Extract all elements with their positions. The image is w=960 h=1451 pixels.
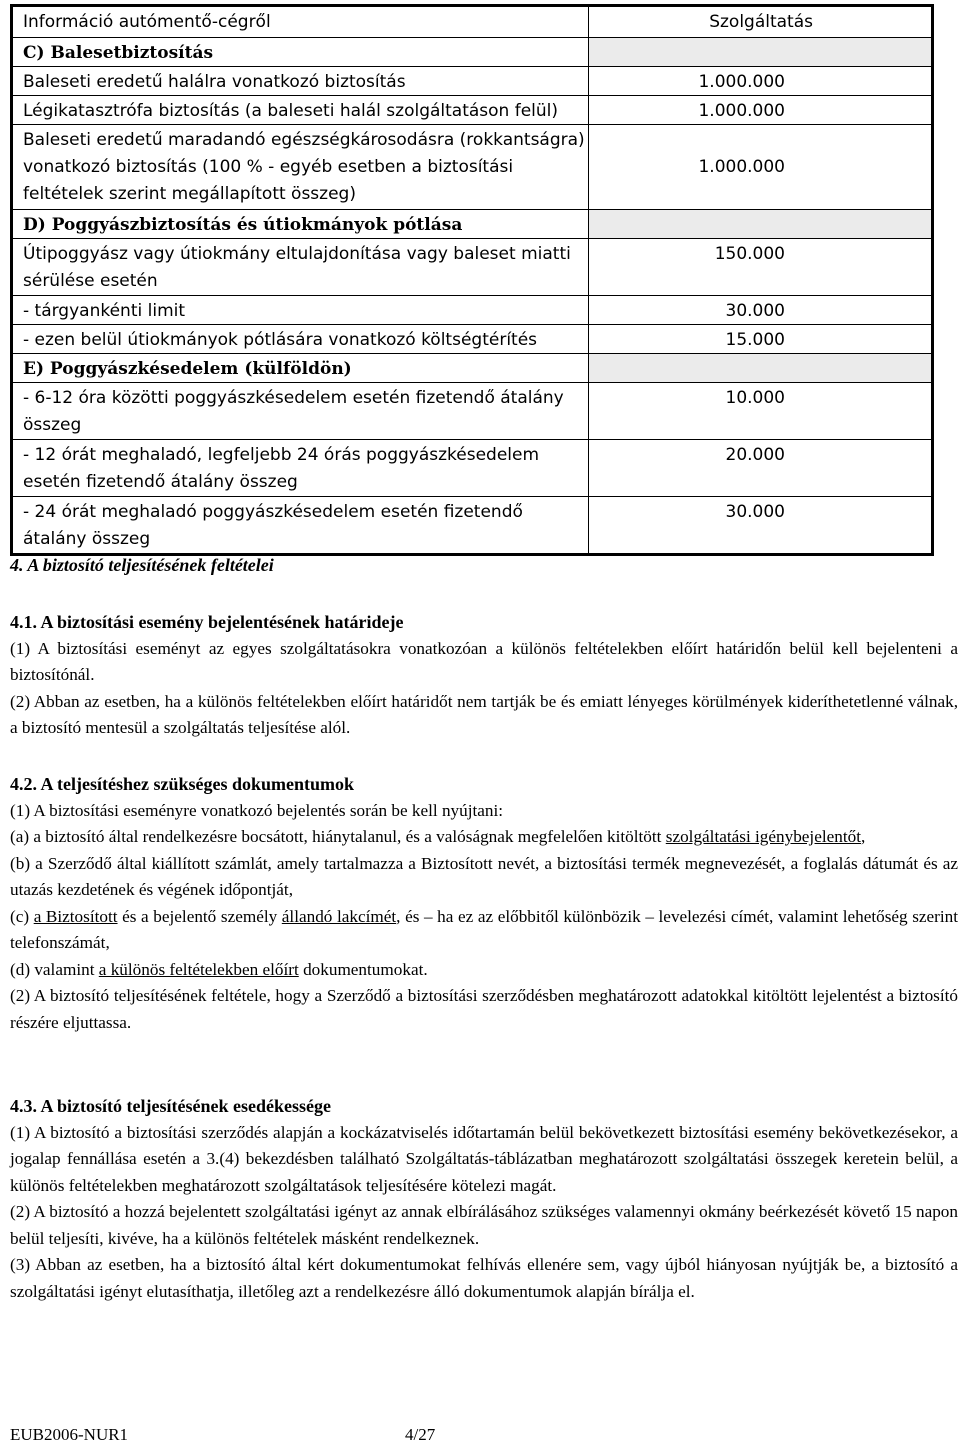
table-row-value: 10.000 bbox=[725, 388, 785, 408]
subsection-heading: 4.2. A teljesítéshez szükséges dokumentumok bbox=[10, 774, 355, 794]
list-item-text: (c) bbox=[10, 906, 34, 926]
table-section-label: D) Poggyászbiztosítás és útiokmányok pótlása bbox=[13, 210, 589, 238]
list-item bbox=[10, 904, 958, 957]
list-item-text: dokumentumokat. bbox=[298, 959, 428, 979]
table-row-value: 20.000 bbox=[725, 445, 785, 465]
table-row bbox=[13, 439, 931, 496]
table-row bbox=[13, 238, 931, 295]
table-row-value: 1.000.000 bbox=[698, 156, 785, 177]
table-row-value: 1.000.000 bbox=[698, 101, 785, 121]
table-cell-empty bbox=[589, 354, 931, 382]
table-row-label: Baleseti eredetű halálra vonatkozó biztosítás bbox=[13, 67, 589, 95]
paragraph: (1) A biztosítási eseményre vonatkozó bejelentés során be kell nyújtani: bbox=[10, 800, 504, 820]
section-4-3 bbox=[10, 1093, 958, 1305]
table-row bbox=[13, 209, 931, 238]
list-item-text: és a bejelentő személy bbox=[117, 906, 282, 926]
paragraph: (1) A biztosító a biztosítási szerződés alapján a kockázatviselés időtartamán belül bekövetkezett biztosítási esemény bekövetkezésekor, a jogalap fennállása esetén a 3.(4) bekezdésben található Szolgáltatás-táblázatban meghatározott szolgáltatási összegek keretein belül, a különös feltételekben meghatározott szolgáltatások teljesítésére kötelezi magát. bbox=[10, 1122, 958, 1195]
table-section-label: C) Balesetbiztosítás bbox=[13, 38, 589, 66]
table-row-label: - ezen belül útiokmányok pótlására vonatkozó költségtérítés bbox=[13, 325, 589, 353]
underlined-text: állandó lakcímét bbox=[281, 906, 397, 926]
table-row bbox=[13, 95, 931, 124]
list-item bbox=[10, 957, 958, 984]
paragraph: (2) A biztosító teljesítésének feltétele, hogy a Szerződő a biztosítási szerződésben meghatározott adatokkal kitöltött lejelentést a biztosító részére eljuttassa. bbox=[10, 986, 958, 1032]
table-row bbox=[13, 124, 931, 209]
list-item bbox=[10, 824, 958, 851]
table-row bbox=[13, 496, 931, 553]
table-row-label: Baleseti eredetű maradandó egészségkárosodásra (rokkantságra) vonatkozó biztosítás (100 % - egyéb esetben a biztosítási feltételek szerint megállapított összeg) bbox=[13, 125, 589, 209]
underlined-text: a különös feltételekben előírt bbox=[98, 959, 299, 979]
table-row-value: 1.000.000 bbox=[698, 72, 785, 92]
underlined-text: szolgáltatási igénybejelentőt bbox=[665, 827, 861, 846]
list-item-text: (d) valamint bbox=[10, 959, 99, 979]
table-header-row bbox=[13, 7, 931, 37]
table-row-value: 30.000 bbox=[725, 502, 785, 522]
list-item-text: (a) a biztosító által rendelkezésre bocsátott, hiánytalanul, és a valóságnak megfelelően kitöltött bbox=[10, 827, 666, 846]
paragraph: (2) Abban az esetben, ha a különös feltételekben előírt határidőt nem tartják be és emiatt lényeges körülmények kideríthetetlenné válnak, a biztosító mentesül a szolgáltatás teljesítése alól. bbox=[10, 691, 958, 737]
table-row bbox=[13, 324, 931, 353]
list-item-text: , és – ha ez az előbbitől különbözik – levelezési címét, valamint lehetőség szerint telefonszámát, bbox=[10, 906, 959, 952]
table-row-label: - 6-12 óra közötti poggyászkésedelem esetén fizetendő átalány összeg bbox=[13, 383, 589, 439]
table-row bbox=[13, 66, 931, 95]
table-row-label: Útipoggyász vagy útiokmány eltulajdonítása vagy baleset miatti sérülése esetén bbox=[13, 239, 589, 295]
table-header-left: Információ autómentő-cégről bbox=[13, 7, 589, 37]
table-header-right: Szolgáltatás bbox=[709, 12, 813, 32]
footer-doc-code: EUB2006-NUR1 bbox=[10, 1425, 129, 1444]
table-row-label: - tárgyankénti limit bbox=[13, 296, 589, 324]
table-row bbox=[13, 295, 931, 324]
list-item: (b) a Szerződő által kiállított számlát, amely tartalmazza a Biztosított nevét, a biztosítási termék megnevezését, a foglalás dátumát és az utazás kezdetének és végének időpontját, bbox=[10, 853, 958, 899]
table-row-value: 30.000 bbox=[725, 301, 785, 321]
table-cell-empty bbox=[589, 38, 931, 66]
list-item-text: , bbox=[860, 827, 866, 846]
paragraph: (1) A biztosítási eseményt az egyes szolgáltatásokra vonatkozóan a különös feltételekben előírt határidőn belül kell bejelenteni a biztosítónál. bbox=[10, 638, 958, 684]
table-row-label: Légikatasztrófa biztosítás (a baleseti halál szolgáltatáson felül) bbox=[13, 96, 589, 124]
underlined-text: a Biztosított bbox=[33, 906, 118, 926]
table-section-label: E) Poggyászkésedelem (külföldön) bbox=[13, 354, 589, 382]
table-row bbox=[13, 353, 931, 382]
subsection-heading: 4.1. A biztosítási esemény bejelentésének határideje bbox=[10, 612, 404, 632]
table-row-value: 150.000 bbox=[714, 244, 785, 264]
table-cell-empty bbox=[589, 210, 931, 238]
benefits-table bbox=[10, 4, 934, 556]
table-row-label: - 12 órát meghaladó, legfeljebb 24 órás poggyászkésedelem esetén fizetendő átalány összeg bbox=[13, 440, 589, 496]
paragraph: (2) A biztosító a hozzá bejelentett szolgáltatási igényt az annak elbírálásához szükséges valamennyi okmány beérkezését követő 15 napon belül teljesíti, kivéve, ha a különös feltételek másként rendelkeznek. bbox=[10, 1202, 958, 1248]
table-row bbox=[13, 382, 931, 439]
subsection-heading: 4.3. A biztosító teljesítésének esedékessége bbox=[10, 1096, 331, 1116]
table-row bbox=[13, 37, 931, 66]
table-row-value: 15.000 bbox=[725, 330, 785, 350]
table-row-label: - 24 órát meghaladó poggyászkésedelem esetén fizetendő átalány összeg bbox=[13, 497, 589, 553]
footer-page-number: 4/27 bbox=[405, 1425, 436, 1444]
section-title: 4. A biztosító teljesítésének feltételei bbox=[10, 555, 274, 575]
section-4-2 bbox=[10, 771, 958, 1036]
paragraph: (3) Abban az esetben, ha a biztosító által kért dokumentumokat felhívás ellenére sem, vagy újból hiányosan nyújtják be, a biztosító a szolgáltatási igényt elutasíthatja, illetőleg azt a rendelkezésre álló dokumentumok alapján bírálja el. bbox=[10, 1255, 958, 1301]
section-4-1 bbox=[10, 609, 958, 742]
